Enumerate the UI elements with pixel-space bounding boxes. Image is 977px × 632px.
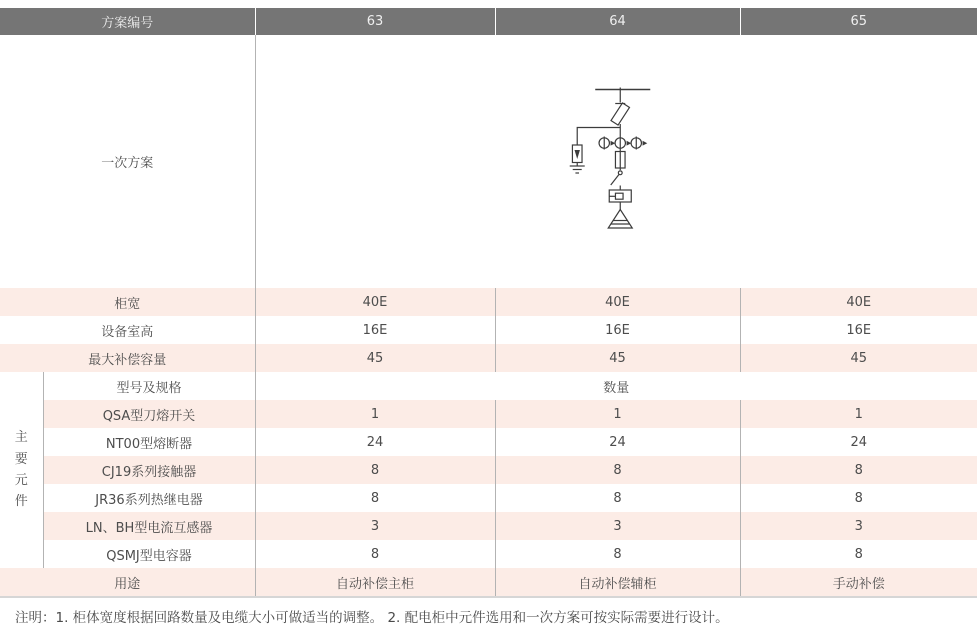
quantity-cell: 8 (495, 540, 740, 568)
model-spec-header-row (0, 372, 977, 400)
component-row (0, 540, 977, 568)
quantity-cell: 24 (850, 434, 868, 450)
row-label: 柜宽 (0, 288, 255, 316)
quantity-cell: 8 (495, 456, 740, 484)
component-row (0, 400, 977, 428)
value-cell: 45 (740, 344, 977, 372)
primary-scheme-label: 一次方案 (0, 35, 255, 288)
quantity-label: 数量 (603, 380, 630, 396)
quantity-cell: 3 (740, 512, 977, 540)
scheme-64-header: 64 (495, 8, 740, 35)
value-cell: 16E (846, 322, 872, 338)
busbar-symbol (595, 88, 650, 104)
quantity-cell: 8 (255, 540, 495, 568)
cabinet-width-row (0, 288, 977, 316)
value-cell: 45 (255, 344, 495, 372)
component-name: QSA型刀熔开关 (43, 400, 255, 428)
quantity-cell: 8 (495, 484, 740, 512)
scheme-spec-table (0, 8, 977, 598)
contactor-symbol (610, 171, 621, 190)
quantity-cell: 1 (495, 400, 740, 428)
value-cell: 40E (255, 288, 495, 316)
component-name: QSMJ型电容器 (43, 540, 255, 568)
usage-cell: 自动补偿主柜 (255, 568, 495, 597)
value-cell: 45 (495, 344, 740, 372)
value-cell: 40E (495, 288, 740, 316)
ground-symbol (569, 166, 584, 173)
usage-label: 用途 (0, 568, 255, 597)
scheme-63-header: 63 (255, 8, 495, 35)
quantity-cell: 8 (740, 456, 977, 484)
footnote: 注明：1. 柜体宽度根据回路数量及电缆大小可做适当的调整。 2. 配电柜中元件选用和一次方案可按实际需要进行设计。 (15, 610, 729, 626)
usage-row (0, 568, 977, 597)
usage-cell: 自动补偿辅柜 (495, 568, 740, 597)
quantity-cell: 8 (255, 456, 495, 484)
component-row (0, 512, 977, 540)
thermal-relay-symbol (609, 190, 631, 210)
main-components-group-label: 主要元件 (0, 372, 43, 568)
model-spec-label: 型号及规格 (43, 372, 255, 400)
value-cell: 16E (495, 316, 740, 344)
component-name: CJ19系列接触器 (43, 456, 255, 484)
scheme-65-header: 65 (740, 8, 977, 35)
usage-cell: 手动补偿 (740, 568, 977, 597)
quantity-cell: 1 (255, 400, 495, 428)
primary-scheme-row (0, 35, 977, 288)
component-name: LN、BH型电流互感器 (43, 512, 255, 540)
max-compensation-row (0, 344, 977, 372)
quantity-cell: 24 (255, 428, 495, 456)
current-transformer-symbols (599, 137, 647, 150)
component-row (0, 456, 977, 484)
capacitor-delta-symbol (608, 210, 632, 229)
value-cell: 16E (255, 316, 495, 344)
table-header-row (0, 8, 977, 35)
quantity-cell: 8 (854, 546, 863, 562)
component-row (0, 428, 977, 456)
scheme-number-header: 方案编号 (0, 8, 255, 35)
surge-arrester-symbol (572, 128, 620, 167)
equipment-room-height-row (0, 316, 977, 344)
quantity-cell: 24 (495, 428, 740, 456)
quantity-cell: 1 (740, 400, 977, 428)
component-name: NT00型熔断器 (43, 428, 255, 456)
quantity-cell: 3 (495, 512, 740, 540)
row-label: 最大补偿容量 (0, 344, 255, 372)
row-label: 设备室高 (0, 316, 255, 344)
one-line-diagram (256, 35, 977, 288)
quantity-cell: 3 (255, 512, 495, 540)
quantity-cell: 8 (854, 490, 863, 506)
component-row (0, 484, 977, 512)
knife-fuse-switch-symbol (611, 103, 629, 125)
quantity-cell: 8 (255, 484, 495, 512)
value-cell: 40E (740, 288, 977, 316)
one-line-diagram-cell (255, 35, 977, 288)
component-name: JR36系列热继电器 (43, 484, 255, 512)
